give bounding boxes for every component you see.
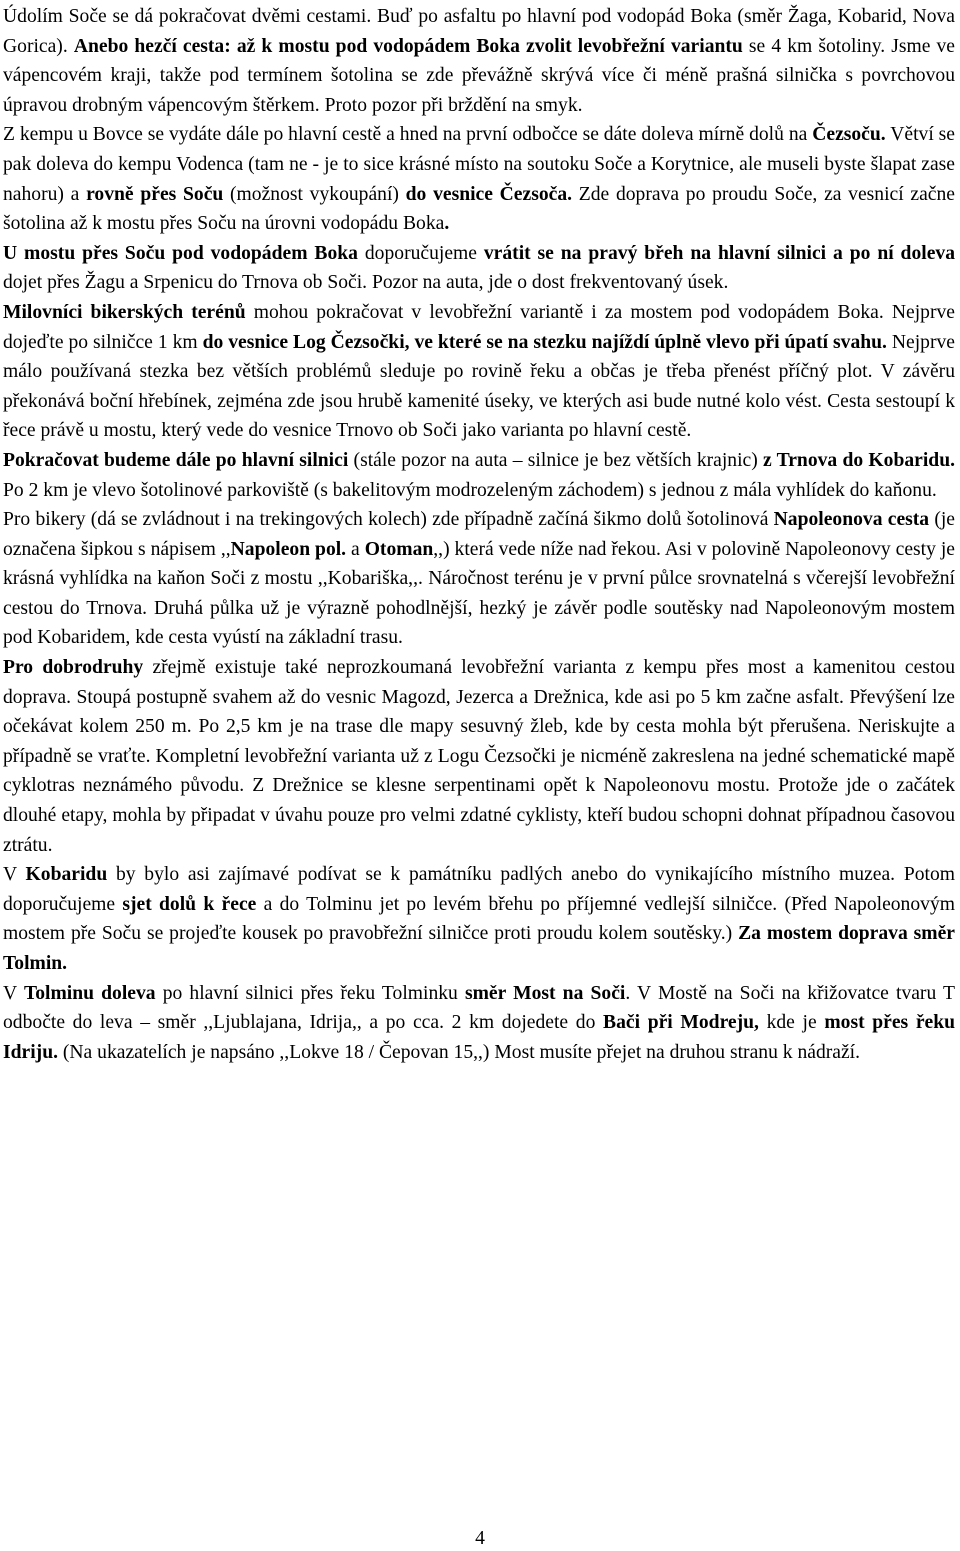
- text-segment-bold: Tolminu doleva: [23, 982, 156, 1004]
- text-segment: Větví se pak doleva do kempu Vodenca (tam ne - je to sice krásné místo na soutoku Soče a Korytnice, ale museli byste šlapat zase nahoru) a: [3, 124, 955, 205]
- text-segment-bold: .: [444, 213, 450, 235]
- text-segment: (možnost vykoupání): [223, 183, 406, 205]
- text-segment: Nejprve málo používaná stezka bez větších problémů sleduje po rovině řeku a občas je třeba přenést příčný plot. V závěru překonává boční hřebínek, zejména zde jsou hrubě kamenité úseky, ve kterých asi bude nutné kolo vést. Cesta sestoupí k řece právě u mostu, který vede do vesnice Trnovo ob Soči jako varianta po hlavní cestě.: [3, 331, 955, 442]
- text-segment: mohou pokračovat v levobřežní variantě i za mostem pod vodopádem Boka. Nejprve dojeďte po silničce 1 km: [3, 301, 955, 353]
- text-segment-bold: sjet dolů k řece: [122, 893, 257, 915]
- text-segment-bold: Napoleon pol.: [230, 538, 347, 560]
- text-segment: dojet přes Žagu a Srpenicu do Trnova ob Soči. Pozor na auta, jde o dost frekventovaný úsek.: [3, 272, 729, 294]
- text-segment-bold: Pokračovat budeme dále po hlavní silnici: [3, 449, 349, 471]
- paragraph-soca-valley-routes: [3, 2, 955, 120]
- text-segment: V: [3, 982, 24, 1004]
- text-segment: a do Tolminu jet po levém břehu po příjemné vedlejší silničce. (Před Napoleonovým mostem pře Soču se projeďte kousek po pravobřežní silničce proti proudu kolem soutěsky.): [3, 893, 955, 945]
- page-number: 4: [475, 1528, 485, 1549]
- text-segment: Z kempu u Bovce se vydáte dále po hlavní cestě a hned na první odbočce se dáte doleva mírně dolů na: [3, 124, 813, 146]
- text-segment-bold: Napoleonova cesta: [773, 509, 930, 531]
- text-segment: V: [3, 864, 26, 886]
- text-segment: po hlavní silnici přes řeku Tolminku: [155, 982, 465, 1004]
- text-segment-bold: Čezsoču.: [812, 124, 886, 146]
- paragraph-from-bovec-camp: [3, 120, 955, 238]
- text-segment: ,,) která vede níže nad řekou. Asi v polovině Napoleonovy cesty je krásná vyhlídka na kaňon Soči z mostu ,,Kobariška,,. Náročnost terénu je v první půlce srovnatelná s včerejší levobřežní cestou do Trnova. Druhá půlka už je výrazně pohodlnější, hezký je závěr podle soutěsky nad Napoleonovým mostem pod Kobaridem, kde cesta vyústí na základní trasu.: [3, 538, 955, 649]
- text-segment: a: [346, 538, 365, 560]
- text-segment-bold: Pro dobrodruhy: [3, 657, 144, 679]
- text-segment-bold: Otoman: [364, 538, 434, 560]
- text-segment: (Na ukazatelích je napsáno ,,Lokve 18 / Čepovan 15,,) Most musíte přejet na druhou stranu k nádraží.: [57, 1041, 861, 1063]
- text-segment-bold: do vesnice Log Čezsočki, ve které se na stezku najíždí úplně vlevo při úpatí svahu.: [202, 331, 887, 353]
- text-segment: doporučujeme: [357, 242, 484, 264]
- text-segment: se 4 km šotoliny. Jsme ve vápencovém kraji, takže pod termínem šotolina se zde převážně skrývá více či méně prašná silnička s povrchovou úpravou drobným vápencovým štěrkem. Proto pozor při brždění na smyk.: [3, 35, 955, 116]
- text-segment-bold: Za mostem doprava směr Tolmin.: [3, 923, 955, 974]
- text-segment-bold: Milovníci bikerských terénů: [3, 301, 246, 323]
- text-segment-bold: Kobaridu: [25, 864, 108, 886]
- text-segment: Pro bikery (dá se zvládnout i na trekingových kolech) zde případně začíná šikmo dolů šotolinová: [3, 509, 774, 531]
- text-segment-bold: rovně přes Soču: [86, 183, 224, 205]
- text-segment-bold: z Trnova do Kobaridu.: [763, 449, 955, 471]
- paragraph-adventurers: [3, 653, 955, 860]
- text-segment-bold: do vesnice Čezsoča.: [405, 183, 573, 205]
- text-segment: (stále pozor na auta – silnice je bez větších krajnic): [348, 449, 764, 471]
- paragraph-main-road-kobarid: [3, 446, 955, 505]
- text-segment: zřejmě existuje také neprozkoumaná levobřežní varianta z kempu přes most a kamenitou cestou doprava. Stoupá postupně svahem až do vesnic Magozd, Jezerca a Drežnica, kde asi po 5 km začne asfalt. Převýšení lze očekávat kolem 250 m. Po 2,5 km je na trase dle mapy sesuvný žleb, kde by cesta mohla být přerušena. Neriskujte a případně se vraťte. Kompletní levobřežní varianta už z Logu Čezsočki je nicméně zakreslena na jedné schematické mapě cyklotras neznámého původu. Z Drežnice se klesne serpentinami opět k Napoleonovu mostu. Protože jde o začátek dlouhé etapy, mohla by připadat v úvahu pouze pro velmi zdatné cyklisty, kteří budou schopni dohnat případnou časovou ztrátu.: [3, 657, 955, 856]
- text-segment-bold: most přes řeku Idriju.: [3, 1012, 956, 1063]
- text-segment: Zde doprava po proudu Soče, za vesnicí začne šotolina až k mostu přes Soču na úrovni vodopádu Boka: [3, 183, 955, 235]
- text-segment: by bylo asi zajímavé podívat se k památníku padlých anebo do vynikajícího místního muzea. Potom doporučujeme: [3, 864, 955, 915]
- paragraph-boka-bridge: [3, 239, 955, 298]
- text-segment-bold: Bači při Modreju,: [603, 1012, 759, 1034]
- paragraph-napoleon-road: [3, 505, 955, 653]
- text-segment-bold: směr Most na Soči: [464, 982, 626, 1004]
- text-segment: Po 2 km je vlevo šotolinové parkoviště (s bakelitovým modrozeleným záchodem) s jednou z mála vyhlídek do kaňonu.: [3, 479, 937, 501]
- text-segment: kde je: [758, 1012, 825, 1034]
- text-segment-bold: U mostu přes Soču pod vodopádem Boka: [3, 242, 358, 264]
- text-segment: (je označena šipkou s nápisem ,,: [3, 509, 955, 560]
- paragraph-bikers-terrain: [3, 298, 955, 446]
- text-segment: Údolím Soče se dá pokračovat dvěmi cestami. Buď po asfaltu po hlavní pod vodopád Boka (směr Žaga, Kobarid, Nova Gorica).: [3, 6, 955, 57]
- paragraph-kobarid: [3, 860, 955, 978]
- text-segment-bold: vrátit se na pravý břeh na hlavní silnici a po ní doleva: [483, 242, 955, 264]
- text-segment-bold: Anebo hezčí cesta: až k mostu pod vodopádem Boka zvolit levobřežní variantu: [73, 35, 743, 57]
- document-page: [3, 2, 955, 1067]
- text-segment: . V Mostě na Soči na křižovatce tvaru T odbočte do leva – směr ,,Ljublajana, Idrija,, a po cca. 2 km dojedete do: [3, 982, 956, 1034]
- paragraph-tolmin: [3, 979, 955, 1068]
